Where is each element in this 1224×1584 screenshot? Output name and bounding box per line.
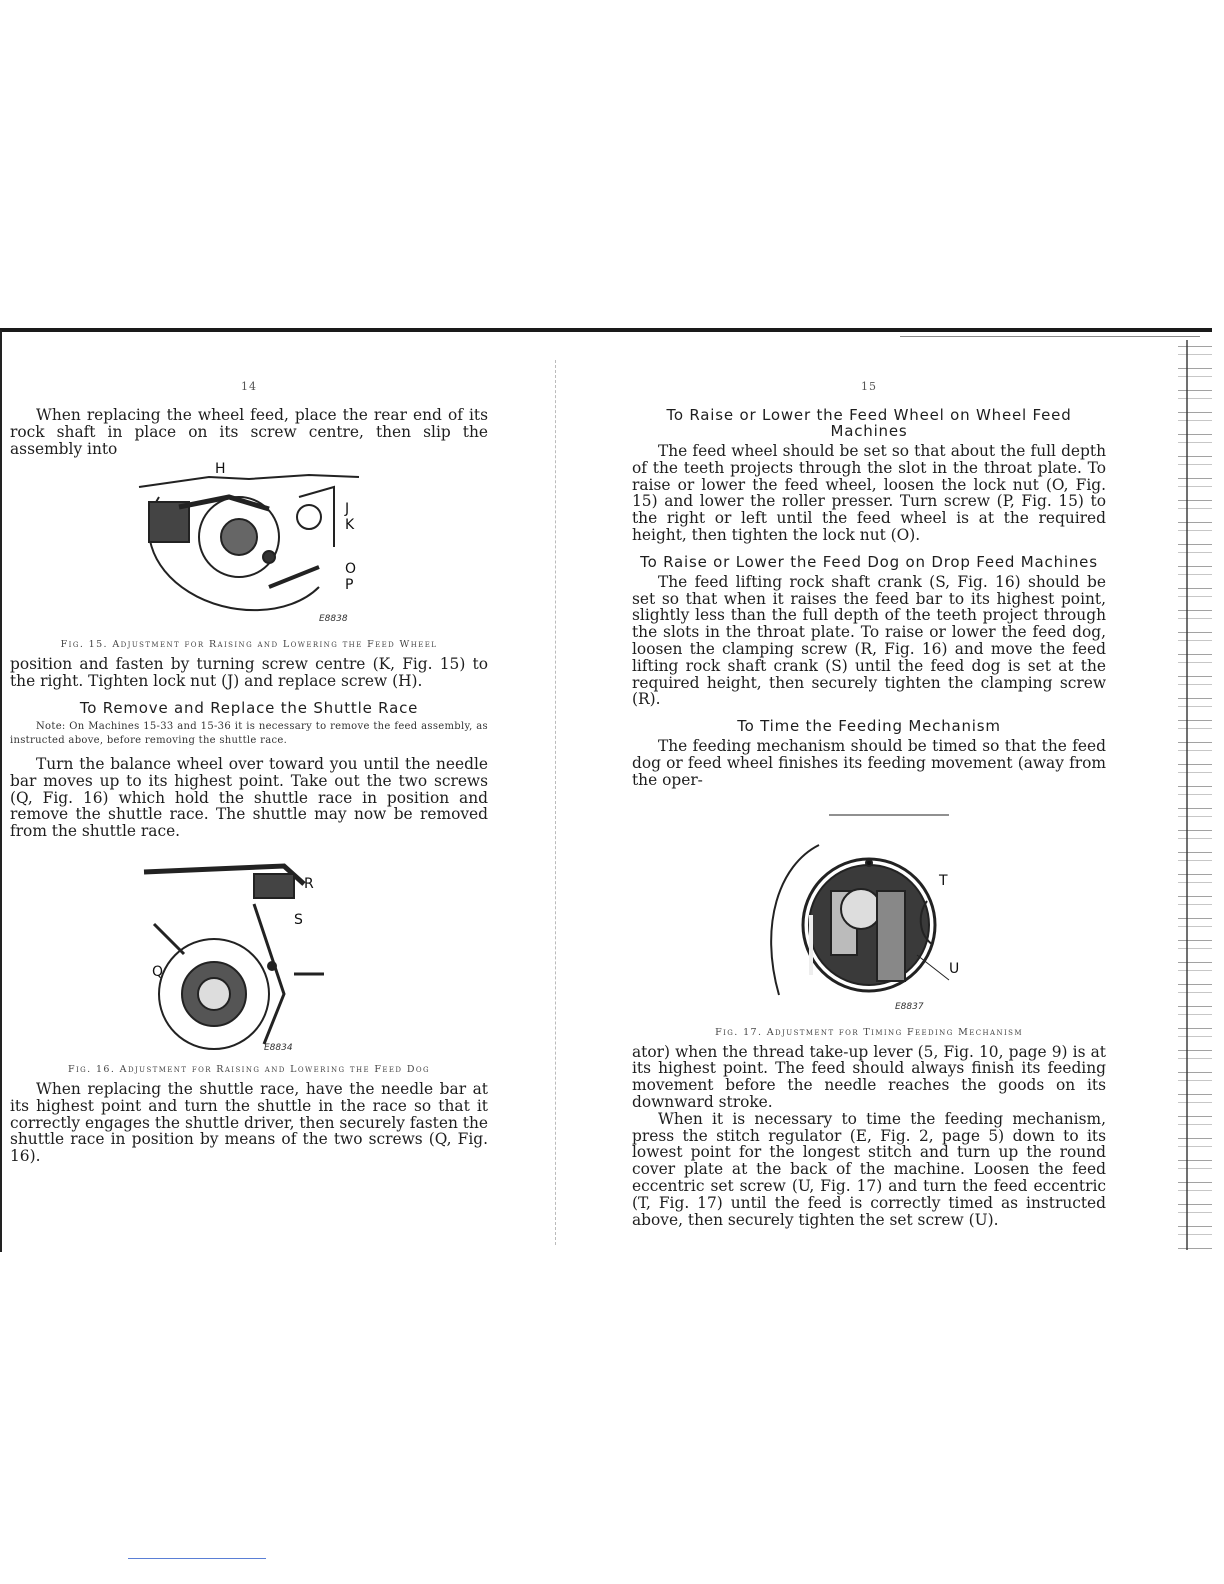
heading-shuttle-race: To Remove and Replace the Shuttle Race — [79, 698, 419, 717]
time-feeding-paragraph: The feeding mechanism should be timed so that the feed dog or feed wheel finishes its feeding movement (away from the oper- — [632, 737, 1106, 789]
fig15-label-h: H — [215, 461, 226, 478]
book-gutter — [555, 360, 557, 1245]
final-paragraph: When it is necessary to time the feeding mechanism, press the stitch regulator (E, Fig. 2, page 5) down to its lowest point for the longest stitch and turn up the round cover plate at the back of the machine. Loosen the feed eccentric set screw (U, Fig. 17) and turn the feed eccentric (T, Fig. 17) until the feed is correctly timed as instructed above, then securely tighten the set screw (U). — [632, 1109, 1106, 1229]
fig16-code: E8834 — [264, 1042, 293, 1053]
fig17-label-t: T — [939, 872, 948, 889]
fig17-label-u: U — [949, 960, 960, 977]
fig15-label-k: K — [345, 517, 355, 534]
note-paragraph: Note: On Machines 15-33 and 15-36 it is necessary to remove the feed assembly, as instructed above, before removing the shuttle race. — [10, 720, 488, 746]
fig16-label-q: Q — [152, 963, 164, 980]
fig16-label-r: R — [304, 875, 314, 892]
figure-16 — [134, 854, 364, 1058]
scan-artifact-line — [128, 1558, 266, 1559]
fig15-code: E8838 — [319, 614, 348, 625]
fig15-caption: Fig. 15. Adjustment for Raising and Lowering the Feed Wheel — [60, 639, 438, 651]
fig15-label-j: J — [345, 501, 350, 518]
page-number-left: 14 — [241, 380, 257, 393]
heading-feed-wheel: To Raise or Lower the Feed Wheel on Wheel Feed Machines — [666, 406, 1072, 440]
replace-shuttle-paragraph: When replacing the shuttle race, have the needle bar at its highest point and turn the shuttle in the race so that it correctly engages the shuttle driver, then securely fasten the shuttle race in position by means of the two screws (Q, Fig. 16). — [10, 1079, 488, 1166]
scan-top-border — [0, 328, 1212, 332]
right-page — [632, 380, 1106, 1228]
figure-17 — [749, 805, 989, 1021]
scan-page-edge — [1178, 340, 1212, 1252]
fig15-label-o: O — [345, 561, 357, 578]
intro-paragraph: When replacing the wheel feed, place the rear end of its rock shaft in place on its screw centre, then slip the assembly into — [10, 406, 488, 458]
heading-feed-dog: To Raise or Lower the Feed Dog on Drop Feed Machines — [640, 552, 1098, 571]
fig17-followup-paragraph: ator) when the thread take-up lever (5, Fig. 10, page 9) is at its highest point. The feed should always finish its feeding movement before the needle reaches the goods on its downward stroke. — [632, 1042, 1106, 1111]
figure-15 — [119, 457, 379, 633]
scan-page-edge-line — [1186, 340, 1188, 1250]
feed-wheel-paragraph: The feed wheel should be set so that about the full depth of the teeth projects through the slot in the throat plate. To raise or lower the feed wheel, loosen the lock nut (O, Fig. 15) and lower the roller presser. Turn screw (P, Fig. 15) to the right or left until the feed wheel is at the required height, then tighten the lock nut (O). — [632, 442, 1106, 544]
fig17-code: E8837 — [895, 1001, 924, 1012]
fig15-followup-paragraph: position and fasten by turning screw centre (K, Fig. 15) to the right. Tighten lock nut (J) and replace screw (H). — [10, 655, 488, 691]
fig16-caption: Fig. 16. Adjustment for Raising and Lowering the Feed Dog — [67, 1063, 431, 1075]
shuttle-race-paragraph: Turn the balance wheel over toward you until the needle bar moves up to its highest point. Take out the two screws (Q, Fig. 16) which hold the shuttle race in position and remove the shuttle race. The shuttle may now be removed from the shuttle race. — [10, 754, 488, 841]
page-number-right: 15 — [861, 380, 877, 393]
scan-top-hairline — [900, 336, 1200, 337]
scan-left-border — [0, 330, 2, 1252]
fig16-label-s: S — [294, 911, 303, 928]
feed-dog-paragraph: The feed lifting rock shaft crank (S, Fig. 16) should be set so that when it raises the feed bar to its highest point, slightly less than the full depth of the teeth project through the slots in the throat plate. To raise or lower the feed dog, loosen the clamping screw (R, Fig. 16) and move the feed lifting rock shaft crank (S) until the feed dog is set at the required height, then securely tighten the clamping screw (R). — [632, 572, 1106, 709]
fig15-label-p: P — [345, 577, 354, 594]
left-page — [10, 380, 488, 1165]
fig17-caption: Fig. 17. Adjustment for Timing Feeding Mechanism — [715, 1026, 1023, 1038]
heading-time-feeding: To Time the Feeding Mechanism — [737, 717, 1001, 736]
